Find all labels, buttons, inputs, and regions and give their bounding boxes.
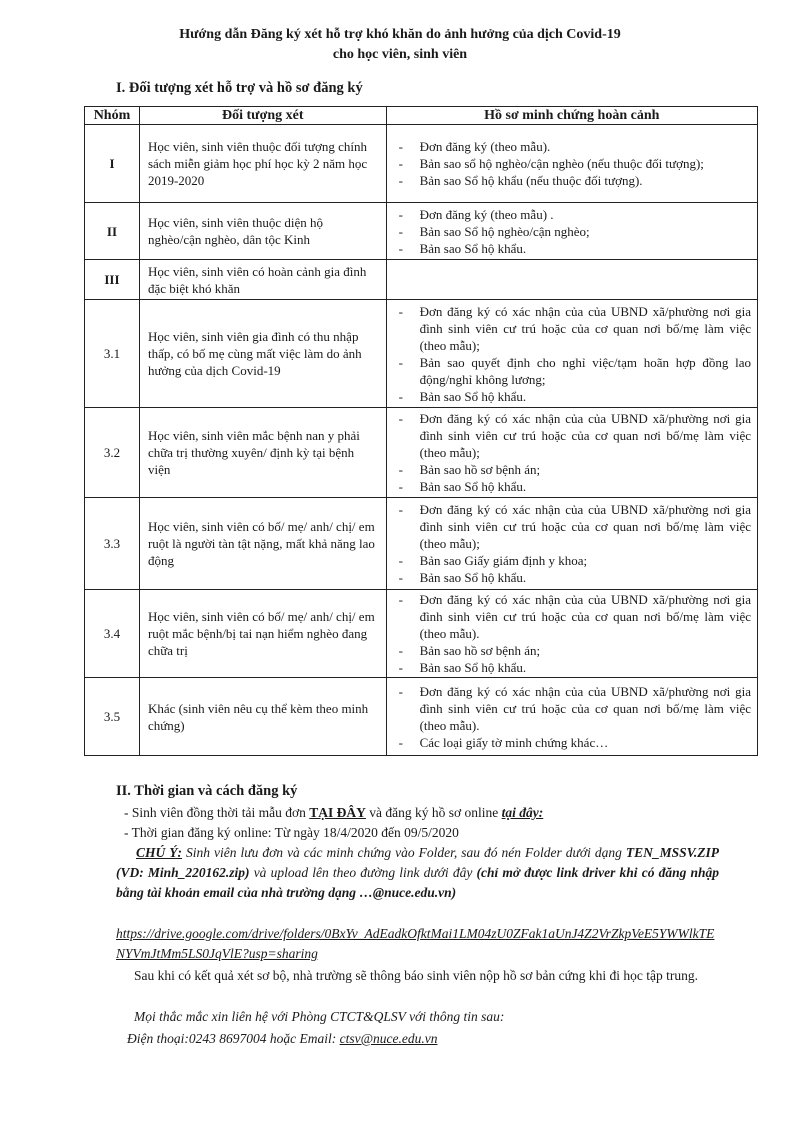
header-documents: Hồ sơ minh chứng hoàn cảnh <box>386 107 757 125</box>
note-text-a: Sinh viên lưu đơn và các minh chứng vào Folder, sau đó nén Folder dưới dạng <box>182 845 626 860</box>
document-list <box>393 303 751 405</box>
table-row <box>85 300 758 408</box>
document-list <box>393 683 751 751</box>
subject-cell: Học viên, sinh viên thuộc đối tượng chính sách miễn giảm học phí học kỳ 2 năm học 2019-2020 <box>139 125 386 203</box>
document-item: - Bản sao Sổ hộ khẩu. <box>393 659 751 676</box>
subject-cell: Học viên, sinh viên có hoàn cảnh gia đình đặc biệt khó khăn <box>139 260 386 300</box>
note-login-requirement: (chỉ mở được link driver khi có đăng nhập bằng tài khoản email của nhà trường dạng …@nuce.edu.vn) <box>116 865 720 900</box>
document-list <box>393 138 751 189</box>
download-text-a: - Sinh viên đồng thời tải mẫu đơn <box>124 805 310 820</box>
document-item: - Đơn đăng ký (theo mẫu). <box>393 138 751 155</box>
table-row <box>85 408 758 498</box>
contact-email-link[interactable]: ctsv@nuce.edu.vn <box>339 1031 438 1046</box>
contact-info <box>127 1029 437 1049</box>
document-list <box>393 410 751 495</box>
subject-cell: Học viên, sinh viên có bố/ mẹ/ anh/ chị/ em ruột mắc bệnh/bị tai nạn hiểm nghèo đang chữa trị <box>139 590 386 678</box>
document-item: - Đơn đăng ký (theo mẫu) . <box>393 206 751 223</box>
document-item: - Bản sao Sổ hộ khẩu. <box>393 569 751 586</box>
document-item: - Bản sao Sổ hộ khẩu (nếu thuộc đối tượng). <box>393 172 751 189</box>
documents-cell <box>386 498 757 590</box>
documents-cell <box>386 590 757 678</box>
header-subject: Đối tượng xét <box>139 107 386 125</box>
note-text-b: và upload lên theo đường link dưới đây <box>249 865 477 880</box>
table-row <box>85 125 758 203</box>
document-item: - Các loại giấy tờ minh chứng khác… <box>393 734 751 751</box>
document-list <box>393 591 751 676</box>
document-item: - Bản sao hồ sơ bệnh án; <box>393 461 751 478</box>
document-item: - Bản sao quyết định cho nghỉ việc/tạm hoãn hợp đồng lao động/nghỉ không lương; <box>393 354 751 388</box>
drive-upload-link[interactable]: https://drive.google.com/drive/folders/0BxYv_AdEadkOfktMai1LM04zU0ZFak1aUnJ4Z2VrZkpVeE5YWWlkTENYVmJtMm5LS0JqVlE?usp=sharing <box>116 926 715 961</box>
documents-cell <box>386 408 757 498</box>
group-cell: III <box>85 260 140 300</box>
group-cell: 3.2 <box>85 408 140 498</box>
template-download-link[interactable]: TẠI ĐÂY <box>309 805 366 820</box>
download-instruction <box>124 803 543 823</box>
registration-period: - Thời gian đăng ký online: Từ ngày 18/4/2020 đến 09/5/2020 <box>124 825 459 840</box>
online-register-link[interactable]: tại đây: <box>501 805 544 820</box>
document-item: - Bản sao sổ hộ nghèo/cận nghèo (nếu thuộc đối tượng); <box>393 155 751 172</box>
group-cell: 3.1 <box>85 300 140 408</box>
support-criteria-table <box>84 106 758 756</box>
group-cell: 3.3 <box>85 498 140 590</box>
note-label: CHÚ Ý: <box>136 845 182 860</box>
phone-text: Điện thoại:0243 8697004 hoặc Email: <box>127 1031 340 1046</box>
note-paragraph <box>116 843 719 903</box>
contact-notice: Mọi thắc mắc xin liên hệ với Phòng CTCT&QLSV với thông tin sau: <box>134 1009 505 1024</box>
group-cell: I <box>85 125 140 203</box>
document-title-line1: Hướng dẫn Đăng ký xét hỗ trợ khó khăn do ảnh hưởng của dịch Covid-19 <box>179 27 621 42</box>
document-item: - Bản sao Sổ hộ khẩu. <box>393 388 751 405</box>
document-item: - Bản sao hồ sơ bệnh án; <box>393 642 751 659</box>
documents-cell <box>386 125 757 203</box>
documents-cell <box>386 203 757 260</box>
group-cell: 3.5 <box>85 678 140 756</box>
table-row <box>85 498 758 590</box>
result-notice: Sau khi có kết quả xét sơ bộ, nhà trường sẽ thông báo sinh viên nộp hồ sơ bản cứng khi đi học tập trung. <box>134 968 698 983</box>
table-row <box>85 260 758 300</box>
subject-cell: Khác (sinh viên nêu cụ thể kèm theo minh chứng) <box>139 678 386 756</box>
documents-cell <box>386 300 757 408</box>
subject-cell: Học viên, sinh viên gia đình có thu nhập thấp, có bố mẹ cùng mất việc làm do ảnh hưởng của dịch Covid-19 <box>139 300 386 408</box>
document-item: - Đơn đăng ký có xác nhận của của UBND xã/phường nơi gia đình sinh viên cư trú hoặc của cơ quan nơi bố/mẹ làm việc (theo mẫu). <box>393 591 751 642</box>
document-item: - Đơn đăng ký có xác nhận của của UBND xã/phường nơi gia đình sinh viên cư trú hoặc của cơ quan nơi bố/mẹ làm việc (theo mẫu); <box>393 303 751 354</box>
document-title-line2: cho học viên, sinh viên <box>332 47 468 62</box>
zip-filename-format: TEN_MSSV.ZIP (VD: Minh_220162.zip) <box>116 845 719 880</box>
table-header-row <box>85 107 758 125</box>
document-list <box>393 206 751 257</box>
document-item: - Đơn đăng ký có xác nhận của của UBND xã/phường nơi gia đình sinh viên cư trú hoặc của cơ quan nơi bố/mẹ làm việc (theo mẫu); <box>393 410 751 461</box>
download-text-b: và đăng ký hồ sơ online <box>365 805 502 820</box>
table-row <box>85 590 758 678</box>
group-cell: 3.4 <box>85 590 140 678</box>
subject-cell: Học viên, sinh viên mắc bệnh nan y phải chữa trị thường xuyên/ định kỳ tại bệnh viện <box>139 408 386 498</box>
document-item: - Bản sao Sổ hộ khẩu. <box>393 478 751 495</box>
documents-cell <box>386 678 757 756</box>
table-row <box>85 203 758 260</box>
documents-cell <box>386 260 757 300</box>
section-1-heading: I. Đối tượng xét hỗ trợ và hồ sơ đăng ký <box>116 80 363 96</box>
document-item: - Bản sao Sổ hộ nghèo/cận nghèo; <box>393 223 751 240</box>
document-item: - Đơn đăng ký có xác nhận của của UBND xã/phường nơi gia đình sinh viên cư trú hoặc của cơ quan nơi bố/mẹ làm việc (theo mẫu). <box>393 683 751 734</box>
section-2-heading: II. Thời gian và cách đăng ký <box>116 783 298 799</box>
group-cell: II <box>85 203 140 260</box>
document-list <box>393 501 751 586</box>
document-item: - Đơn đăng ký có xác nhận của của UBND xã/phường nơi gia đình sinh viên cư trú hoặc của cơ quan nơi bố/mẹ làm việc (theo mẫu); <box>393 501 751 552</box>
header-group: Nhóm <box>85 107 140 125</box>
document-item: - Bản sao Giấy giám định y khoa; <box>393 552 751 569</box>
subject-cell: Học viên, sinh viên thuộc diện hộ nghèo/cận nghèo, dân tộc Kinh <box>139 203 386 260</box>
document-item: - Bản sao Sổ hộ khẩu. <box>393 240 751 257</box>
table-row <box>85 678 758 756</box>
subject-cell: Học viên, sinh viên có bố/ mẹ/ anh/ chị/ em ruột là người tàn tật nặng, mất khả năng lao động <box>139 498 386 590</box>
